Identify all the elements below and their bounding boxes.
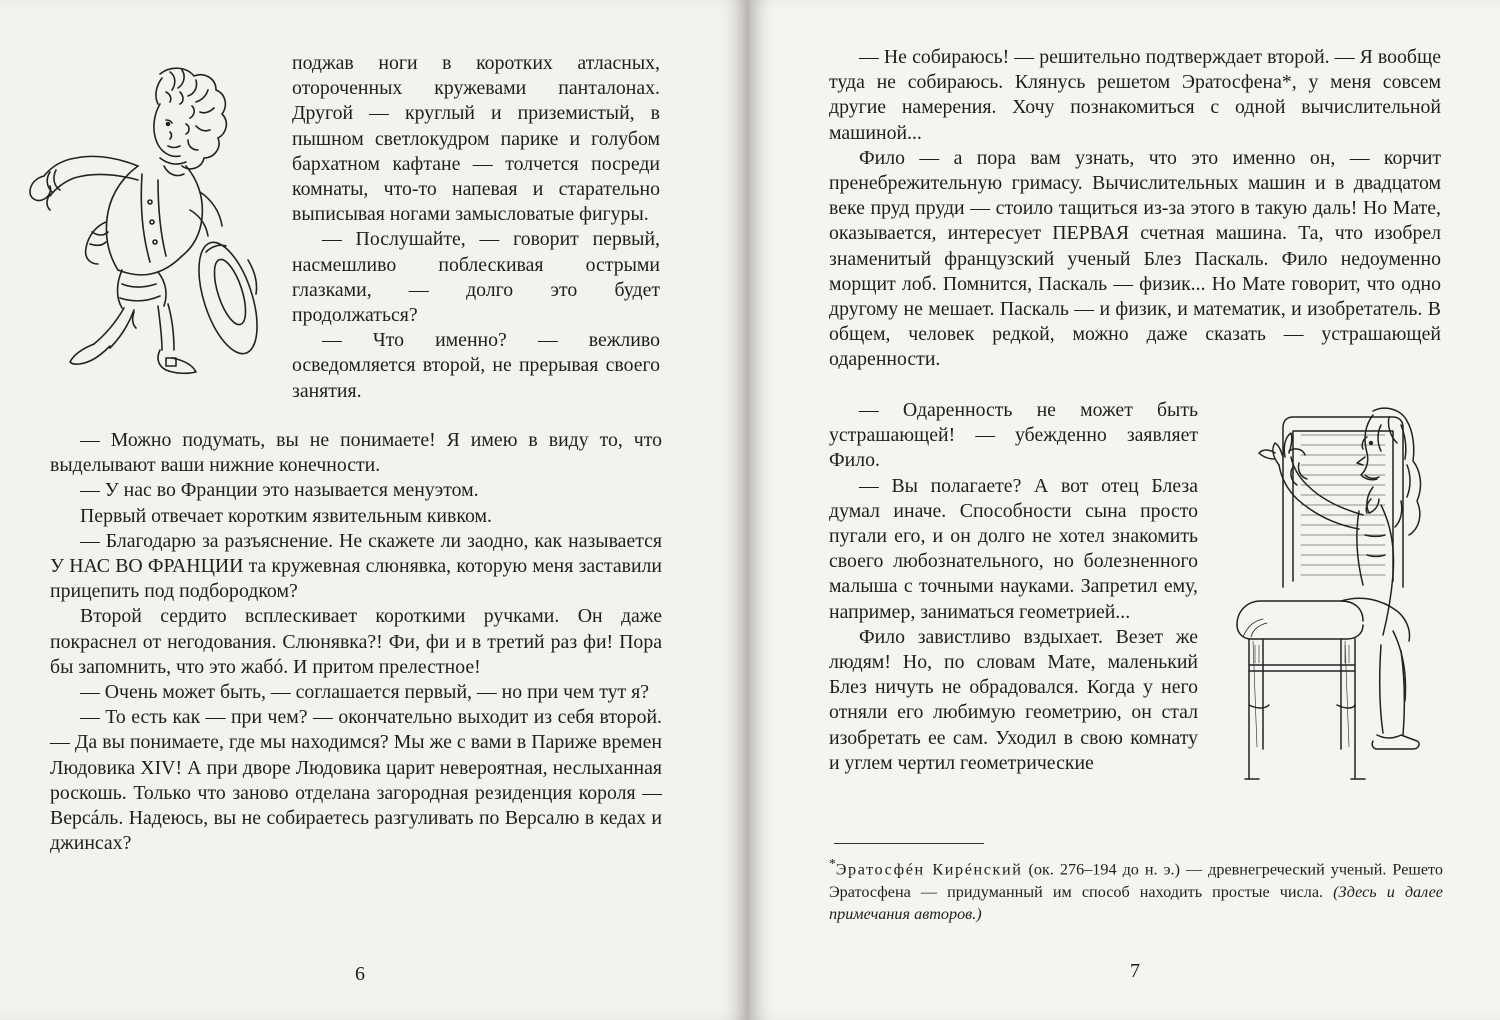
paragraph: — Что именно? — вежливо осведомляется второй, не прерывая своего занятия. [292,329,660,402]
paragraph: — Очень может быть, — соглашается первый, — но при чем тут я? [80,681,650,704]
footnote-italic-note: (Здесь и далее примечания авторов.) [829,882,1443,924]
right-page [750,0,1500,1020]
page-number: 7 [1130,960,1140,982]
paragraph: Фило завистливо вздыхает. Везет же людям! Но, по словам Мате, маленький Блез ничуть не обрадовался. Когда у него отняли его любимую геометрию, он стал изобретать ее сам. Уходил в свою комнату и углем чертил геометрические [829,625,1198,774]
paragraph: Первый отвечает коротким язвительным кивком. [80,504,492,527]
pascal-in-armchair-illustration [1205,405,1450,800]
paragraph: — Можно подумать, вы не понимаете! Я имею в виду то, что выделывают ваши нижние конечности. [50,429,662,477]
footnote-marker: * [829,856,836,871]
paragraph: — Не собираюсь! — решительно подтверждает второй. — Я вообще туда не собираюсь. Клянусь решетом Эратосфена*, у меня совсем другие намерения. Хочу познакомиться с одной вычислительной машиной... [829,46,1441,144]
paragraph: — У нас во Франции это называется менуэтом. [80,479,479,502]
paragraph: поджав ноги в коротких атласных, отороченных кружевами панталонах. Другой — круглый и приземистый, в пышном светлокудром парике и голубом бархатном кафтане — толчется посреди комнаты, что-то напевая и старательно выписывая ногами замысловатые фигуры. [292,52,660,226]
footnote-text: (ок. 276–194 до н. э.) — древнегреческий ученый. Решето Эратосфена — придуманный им способ находить простые числа. [829,860,1443,901]
right-wide-column [829,45,1441,373]
paragraph: — Послушайте, — говорит первый, насмешливо поблескивая острыми глазками, — долго это будет продолжаться? [292,228,660,327]
paragraph: — Благодарю за разъяснение. Не скажете ли заодно, как называется У НАС ВО ФРАНЦИИ та кружевная слюнявка, которую меня заставили прицепить под подбородком? [50,529,662,603]
left-narrow-column [292,51,660,404]
dancer-illustration [10,62,280,382]
page-number: 6 [355,963,365,985]
footnote-name: Эратосфéн Кирéнский [835,860,1023,879]
left-wide-column [50,428,662,856]
paragraph: Второй сердито всплескивает короткими ручками. Он даже покраснел от негодования. Слюнявка?! Фи, фи и в третий раз фи! Пора бы запомнить, что это жабó. И притом прелестное! [50,605,662,678]
paragraph: — Одаренность не может быть устрашающей! — убежденно заявляет Фило. [829,399,1198,472]
right-narrow-column [829,398,1198,776]
footnote-rule [834,843,984,844]
footnote [829,853,1443,926]
paragraph: Фило — а пора вам узнать, что это именно он, — корчит пренебрежительную гримасу. Вычислительных машин и в двадцатом веке пруд пруди — стоило тащиться из-за этого в такую даль! Но Мате, оказывается, интересует ПЕРВАЯ счетная машина. Та, что изобрел знаменитый французский ученый Блез Паскаль. Фило недоуменно морщит лоб. Помнится, Паскаль — физик... Но Мате говорит, что одно другому не мешает. Паскаль — и физик, и математик, и изобретатель. В общем, человек редкой, можно даже сказать — устрашающей одаренности. [829,146,1441,371]
left-page [0,0,747,1020]
paragraph: — То есть как — при чем? — окончательно выходит из себя второй. — Да вы понимаете, где мы находимся? Мы же с вами в Париже времен Людовика XIV! А при дворе Людовика царит невероятная, неслыханная роскошь. Только что заново отделана загородная резиденция короля — Версáль. Надеюсь, вы не собираетесь разгуливать по Версалю в кедах и джинсах? [50,706,662,855]
paragraph: — Вы полагаете? А вот отец Блеза думал иначе. Способности сына просто пугали его, и он долго не хотел знакомить своего любознательного, но болезненного малыша с точными науками. Запретил ему, например, заниматься геометрией... [829,474,1198,623]
